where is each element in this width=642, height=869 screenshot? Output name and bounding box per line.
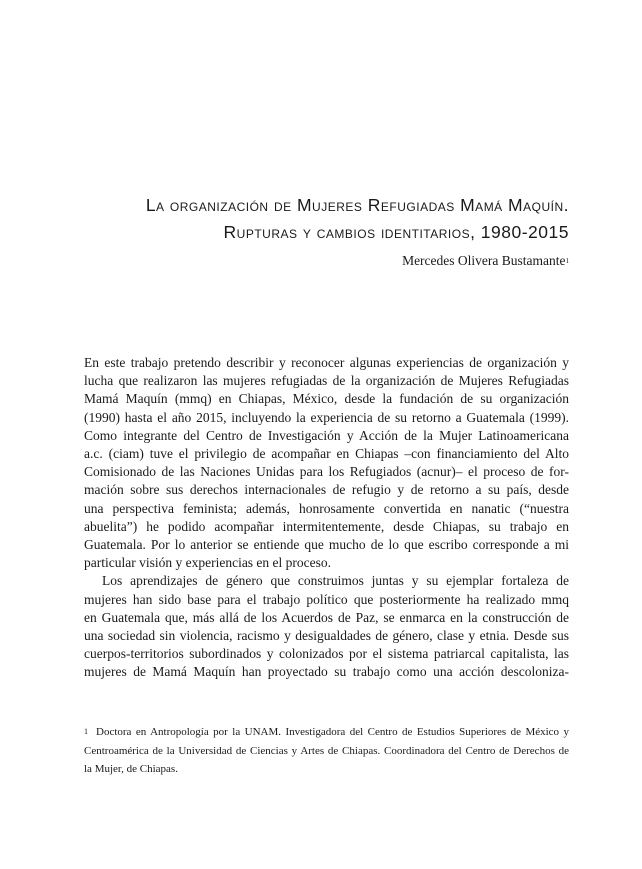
paragraph-1-line: Comisionado de las Naciones Unidas para los Refugiados (acnur)– el proceso de for- xyxy=(84,464,569,480)
body-text xyxy=(84,354,569,682)
footnote-marker: 1 xyxy=(84,727,88,736)
paragraph-1-line: abuelita”) he podido acompañar intermitentemente, desde Chiapas, su trabajo en xyxy=(84,518,569,534)
paragraph-2-line: en Guatemala que, más allá de los Acuerdos de Paz, se enmarca en la construcción de xyxy=(84,609,569,625)
footnote-line: la Mujer, de Chiapas. xyxy=(84,763,178,775)
title-line-2 xyxy=(60,219,569,246)
footnote-line xyxy=(84,723,569,742)
paragraph-1-line: lucha que realizaron las mujeres refugiadas de la organización de Mujeres Refugiadas xyxy=(84,373,569,389)
paragraph-2-line: mujeres de Mamá Maquín han proyectado su trabajo como una acción descoloniza- xyxy=(84,664,569,680)
paragraph-2-line: mujeres han sido base para el trabajo político que posteriormente ha realizado mmq xyxy=(84,591,569,607)
author-footnote-marker[interactable]: 1 xyxy=(565,257,569,265)
paragraph-2-line: Los aprendizajes de género que construimos juntas y su ejemplar fortaleza de xyxy=(102,573,569,589)
paragraph-1-line: (1990) hasta el año 2015, incluyendo la experiencia de su retorno a Guatemala (1999). xyxy=(84,409,569,425)
paragraph-1-line: Como integrante del Centro de Investigación y Acción de la Mujer Latinoamericana xyxy=(84,427,569,443)
footnote-line: Centroamérica de la Universidad de Ciencias y Artes de Chiapas. Coordinadora del Centro de Derechos de xyxy=(84,744,569,757)
paragraph-2 xyxy=(84,572,569,681)
author-name: Mercedes Olivera Bustamante xyxy=(402,253,566,268)
footnote-divider xyxy=(84,710,204,711)
title-line-1-text: La organización de Mujeres Refugiadas Mamá Maquín. xyxy=(145,195,569,215)
author-line xyxy=(402,253,569,269)
title-line-2-text: Rupturas y cambios identitarios, 1980-2015 xyxy=(223,222,569,242)
paragraph-2-line: cuerpos-territorios subordinados y colonizados por el sistema patriarcal capitalista, las xyxy=(84,646,569,662)
title-line-1 xyxy=(60,192,569,219)
chapter-title xyxy=(60,192,569,246)
paragraph-1-line: particular visión y experiencias en el proceso. xyxy=(84,555,332,571)
footnote-line-text: Doctora en Antropología por la UNAM. Investigadora del Centro de Estudios Superiores de México y xyxy=(96,726,569,738)
paragraph-2-line: una sociedad sin violencia, racismo y desigualdades de género, clase y etnia. Desde sus xyxy=(84,628,569,644)
paragraph-1-line: mación sobre sus derechos internacionales de refugio y de retorno a su país, desde xyxy=(84,482,569,498)
paragraph-1-line: En este trabajo pretendo describir y reconocer algunas experiencias de organización y xyxy=(84,355,569,370)
footnote xyxy=(84,723,569,779)
paragraph-1 xyxy=(84,354,569,572)
paragraph-1-line: una perspectiva feminista; además, honrosamente convertida en nanatic (“nuestra xyxy=(84,500,569,516)
paragraph-1-line: Mamá Maquín (mmq) en Chiapas, México, desde la fundación de su organización xyxy=(84,391,569,407)
paragraph-1-line: a.c. (ciam) tuve el privilegio de acompañar en Chiapas –con financiamiento del Alto xyxy=(84,446,569,462)
paragraph-1-line: Guatemala. Por lo anterior se entiende que mucho de lo que escribo corresponde a mi xyxy=(84,537,569,553)
